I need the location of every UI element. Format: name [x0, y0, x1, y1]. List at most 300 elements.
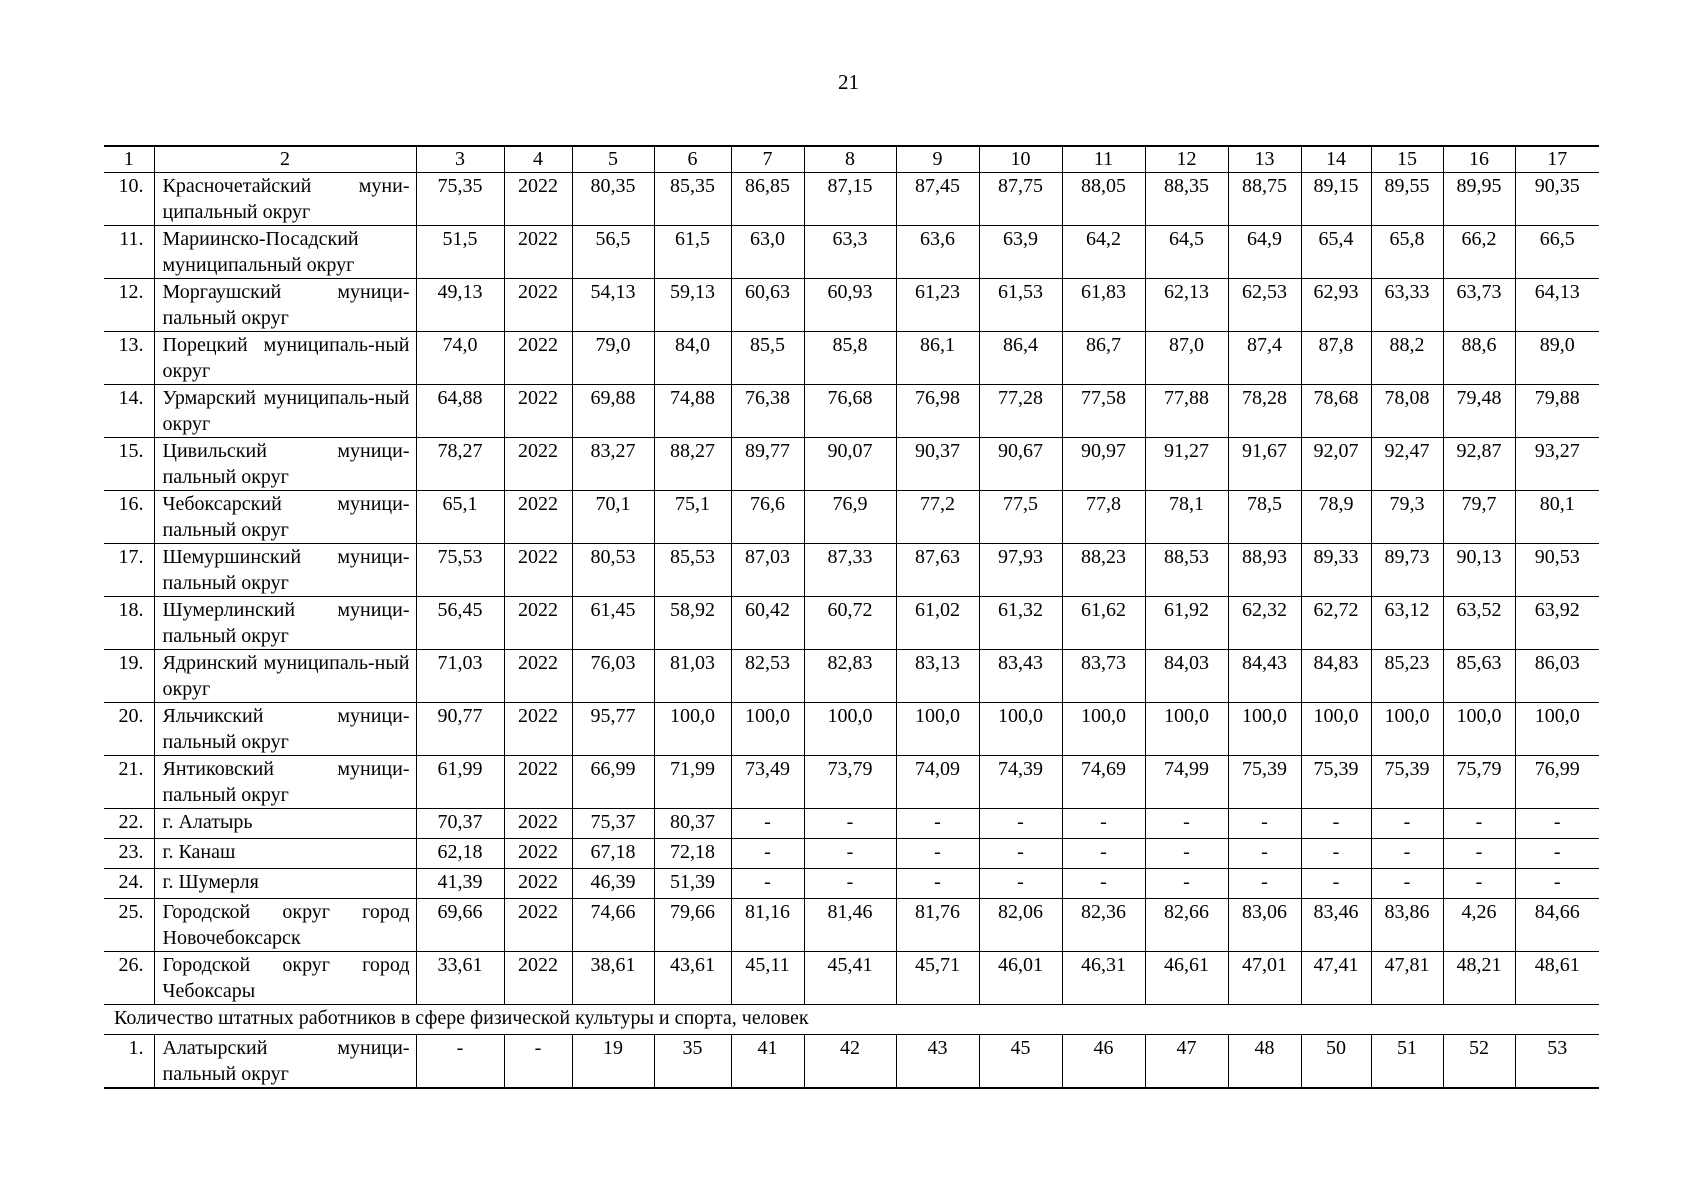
table-row [104, 597, 1599, 650]
row-number: 24. [104, 869, 154, 899]
value-cell: - [1515, 869, 1599, 899]
header-cell: 8 [804, 146, 896, 173]
value-cell: - [1145, 839, 1228, 869]
value-cell: 84,66 [1515, 899, 1599, 952]
value-cell: 46,01 [979, 952, 1062, 1005]
value-cell: 76,9 [804, 491, 896, 544]
row-number: 19. [104, 650, 154, 703]
value-cell: 83,86 [1371, 899, 1443, 952]
value-cell: 87,03 [731, 544, 804, 597]
value-cell: 80,35 [572, 173, 654, 226]
value-cell: 56,5 [572, 226, 654, 279]
table-row [104, 385, 1599, 438]
value-cell: 79,88 [1515, 385, 1599, 438]
value-cell: 62,18 [416, 839, 504, 869]
value-cell: 65,4 [1301, 226, 1371, 279]
value-cell: 100,0 [804, 703, 896, 756]
municipality-name: Янтиковский муници-пальный округ [154, 756, 416, 809]
value-cell: 74,99 [1145, 756, 1228, 809]
value-cell: 89,55 [1371, 173, 1443, 226]
value-cell: 76,6 [731, 491, 804, 544]
value-cell: 77,58 [1062, 385, 1145, 438]
value-cell: 59,13 [654, 279, 731, 332]
value-cell: 78,1 [1145, 491, 1228, 544]
value-cell: 82,66 [1145, 899, 1228, 952]
row-number: 13. [104, 332, 154, 385]
table-row [104, 1035, 1599, 1089]
table-row [104, 438, 1599, 491]
municipality-name: Порецкий муниципаль-ный округ [154, 332, 416, 385]
value-cell: - [1301, 839, 1371, 869]
row-number: 20. [104, 703, 154, 756]
value-cell: 33,61 [416, 952, 504, 1005]
header-cell: 17 [1515, 146, 1599, 173]
value-cell: 61,53 [979, 279, 1062, 332]
value-cell: 88,53 [1145, 544, 1228, 597]
table-row [104, 650, 1599, 703]
header-cell: 15 [1371, 146, 1443, 173]
value-cell: 41 [731, 1035, 804, 1089]
value-cell: 88,6 [1443, 332, 1515, 385]
value-cell: 2022 [504, 544, 572, 597]
value-cell: 60,42 [731, 597, 804, 650]
value-cell: 45 [979, 1035, 1062, 1089]
value-cell: 73,79 [804, 756, 896, 809]
indicator-table [104, 145, 1599, 1089]
value-cell: 2022 [504, 869, 572, 899]
municipality-name: Шемуршинский муници-пальный округ [154, 544, 416, 597]
value-cell: 100,0 [979, 703, 1062, 756]
value-cell: 100,0 [731, 703, 804, 756]
value-cell: - [1515, 839, 1599, 869]
value-cell: - [1301, 809, 1371, 839]
value-cell: 2022 [504, 650, 572, 703]
value-cell: 83,06 [1228, 899, 1301, 952]
value-cell: 80,37 [654, 809, 731, 839]
value-cell: - [731, 869, 804, 899]
value-cell: 62,13 [1145, 279, 1228, 332]
header-cell: 7 [731, 146, 804, 173]
value-cell: 74,0 [416, 332, 504, 385]
table-row [104, 703, 1599, 756]
value-cell: 48,61 [1515, 952, 1599, 1005]
header-cell: 6 [654, 146, 731, 173]
value-cell: 76,99 [1515, 756, 1599, 809]
row-number: 21. [104, 756, 154, 809]
value-cell: - [979, 809, 1062, 839]
value-cell: 77,8 [1062, 491, 1145, 544]
value-cell: 2022 [504, 756, 572, 809]
value-cell: 4,26 [1443, 899, 1515, 952]
value-cell: - [416, 1035, 504, 1089]
row-number: 14. [104, 385, 154, 438]
municipality-name: Ядринский муниципаль-ный округ [154, 650, 416, 703]
value-cell: 79,7 [1443, 491, 1515, 544]
value-cell: 89,73 [1371, 544, 1443, 597]
value-cell: 90,77 [416, 703, 504, 756]
municipality-name: Цивильский муници-пальный округ [154, 438, 416, 491]
value-cell: 100,0 [654, 703, 731, 756]
value-cell: 100,0 [1443, 703, 1515, 756]
value-cell: 62,93 [1301, 279, 1371, 332]
value-cell: - [504, 1035, 572, 1089]
value-cell: 81,76 [896, 899, 979, 952]
value-cell: 71,99 [654, 756, 731, 809]
value-cell: 51,5 [416, 226, 504, 279]
value-cell: 72,18 [654, 839, 731, 869]
value-cell: 100,0 [1062, 703, 1145, 756]
value-cell: 54,13 [572, 279, 654, 332]
value-cell: 89,33 [1301, 544, 1371, 597]
value-cell: 63,12 [1371, 597, 1443, 650]
value-cell: 78,27 [416, 438, 504, 491]
value-cell: 100,0 [1371, 703, 1443, 756]
value-cell: 84,43 [1228, 650, 1301, 703]
value-cell: 90,37 [896, 438, 979, 491]
value-cell: - [1228, 839, 1301, 869]
value-cell: 51 [1371, 1035, 1443, 1089]
value-cell: 87,4 [1228, 332, 1301, 385]
value-cell: 100,0 [1515, 703, 1599, 756]
value-cell: - [1145, 869, 1228, 899]
value-cell: 2022 [504, 839, 572, 869]
municipality-name: Урмарский муниципаль-ный округ [154, 385, 416, 438]
value-cell: 73,49 [731, 756, 804, 809]
value-cell: - [1371, 809, 1443, 839]
row-number: 15. [104, 438, 154, 491]
value-cell: 89,15 [1301, 173, 1371, 226]
value-cell: 89,77 [731, 438, 804, 491]
value-cell: - [1371, 869, 1443, 899]
municipality-name: Яльчикский муници-пальный округ [154, 703, 416, 756]
row-number: 11. [104, 226, 154, 279]
value-cell: 90,07 [804, 438, 896, 491]
value-cell: 100,0 [896, 703, 979, 756]
value-cell: 45,71 [896, 952, 979, 1005]
municipality-name: г. Алатырь [154, 809, 416, 839]
value-cell: 62,53 [1228, 279, 1301, 332]
value-cell: 75,37 [572, 809, 654, 839]
table-row [104, 952, 1599, 1005]
value-cell: 69,88 [572, 385, 654, 438]
value-cell: 79,66 [654, 899, 731, 952]
value-cell: 2022 [504, 809, 572, 839]
value-cell: 75,39 [1371, 756, 1443, 809]
value-cell: 76,68 [804, 385, 896, 438]
value-cell: 63,6 [896, 226, 979, 279]
municipality-name: Шумерлинский муници-пальный округ [154, 597, 416, 650]
value-cell: 79,0 [572, 332, 654, 385]
row-number: 23. [104, 839, 154, 869]
section-heading-row [104, 1005, 1599, 1035]
municipality-name: Чебоксарский муници-пальный округ [154, 491, 416, 544]
value-cell: 83,46 [1301, 899, 1371, 952]
header-cell: 16 [1443, 146, 1515, 173]
value-cell: 82,83 [804, 650, 896, 703]
value-cell: 76,38 [731, 385, 804, 438]
value-cell: 83,43 [979, 650, 1062, 703]
value-cell: - [979, 869, 1062, 899]
value-cell: - [1371, 839, 1443, 869]
value-cell: 88,05 [1062, 173, 1145, 226]
value-cell: 89,95 [1443, 173, 1515, 226]
value-cell: 83,13 [896, 650, 979, 703]
value-cell: - [804, 839, 896, 869]
municipality-name: Алатырский муници-пальный округ [154, 1035, 416, 1089]
value-cell: - [896, 869, 979, 899]
value-cell: 75,53 [416, 544, 504, 597]
page-number: 21 [838, 70, 859, 94]
value-cell: 84,03 [1145, 650, 1228, 703]
row-number: 25. [104, 899, 154, 952]
value-cell: 93,27 [1515, 438, 1599, 491]
value-cell: 87,15 [804, 173, 896, 226]
value-cell: 87,45 [896, 173, 979, 226]
value-cell: 86,4 [979, 332, 1062, 385]
value-cell: 49,13 [416, 279, 504, 332]
value-cell: - [896, 809, 979, 839]
value-cell: 53 [1515, 1035, 1599, 1089]
value-cell: 47,01 [1228, 952, 1301, 1005]
value-cell: 46 [1062, 1035, 1145, 1089]
value-cell: 65,8 [1371, 226, 1443, 279]
value-cell: 63,92 [1515, 597, 1599, 650]
table-row [104, 544, 1599, 597]
value-cell: 48 [1228, 1035, 1301, 1089]
value-cell: 19 [572, 1035, 654, 1089]
value-cell: 92,87 [1443, 438, 1515, 491]
value-cell: 84,0 [654, 332, 731, 385]
value-cell: 43 [896, 1035, 979, 1089]
value-cell: 66,5 [1515, 226, 1599, 279]
value-cell: 74,66 [572, 899, 654, 952]
row-number: 26. [104, 952, 154, 1005]
value-cell: 45,41 [804, 952, 896, 1005]
value-cell: 92,07 [1301, 438, 1371, 491]
value-cell: 62,32 [1228, 597, 1301, 650]
value-cell: 85,5 [731, 332, 804, 385]
value-cell: 90,97 [1062, 438, 1145, 491]
value-cell: 77,2 [896, 491, 979, 544]
value-cell: 87,63 [896, 544, 979, 597]
value-cell: 70,1 [572, 491, 654, 544]
value-cell: - [896, 839, 979, 869]
value-cell: 86,03 [1515, 650, 1599, 703]
header-cell: 5 [572, 146, 654, 173]
value-cell: 84,83 [1301, 650, 1371, 703]
header-cell: 10 [979, 146, 1062, 173]
value-cell: - [1228, 809, 1301, 839]
value-cell: - [804, 869, 896, 899]
value-cell: 2022 [504, 438, 572, 491]
row-number: 1. [104, 1035, 154, 1089]
value-cell: - [731, 839, 804, 869]
table-row [104, 899, 1599, 952]
value-cell: 75,39 [1228, 756, 1301, 809]
value-cell: 87,0 [1145, 332, 1228, 385]
value-cell: 74,39 [979, 756, 1062, 809]
value-cell: 86,7 [1062, 332, 1145, 385]
header-cell: 14 [1301, 146, 1371, 173]
header-cell: 11 [1062, 146, 1145, 173]
value-cell: 100,0 [1145, 703, 1228, 756]
table-row [104, 226, 1599, 279]
value-cell: 83,73 [1062, 650, 1145, 703]
row-number: 12. [104, 279, 154, 332]
municipality-name: Мариинско-Посадский муниципальный округ [154, 226, 416, 279]
value-cell: 35 [654, 1035, 731, 1089]
value-cell: 87,8 [1301, 332, 1371, 385]
value-cell: 2022 [504, 491, 572, 544]
value-cell: - [1443, 869, 1515, 899]
value-cell: 65,1 [416, 491, 504, 544]
table-row [104, 173, 1599, 226]
value-cell: 81,03 [654, 650, 731, 703]
value-cell: 90,67 [979, 438, 1062, 491]
value-cell: 74,88 [654, 385, 731, 438]
value-cell: 63,33 [1371, 279, 1443, 332]
row-number: 16. [104, 491, 154, 544]
value-cell: 79,3 [1371, 491, 1443, 544]
value-cell: 71,03 [416, 650, 504, 703]
value-cell: 90,35 [1515, 173, 1599, 226]
value-cell: 2022 [504, 226, 572, 279]
value-cell: 85,35 [654, 173, 731, 226]
value-cell: 78,5 [1228, 491, 1301, 544]
table-row [104, 279, 1599, 332]
value-cell: 70,37 [416, 809, 504, 839]
value-cell: 82,06 [979, 899, 1062, 952]
value-cell: 91,27 [1145, 438, 1228, 491]
row-number: 18. [104, 597, 154, 650]
value-cell: 50 [1301, 1035, 1371, 1089]
value-cell: - [1301, 869, 1371, 899]
table-row [104, 809, 1599, 839]
value-cell: 2022 [504, 332, 572, 385]
table-row [104, 756, 1599, 809]
value-cell: 87,75 [979, 173, 1062, 226]
value-cell: - [1515, 809, 1599, 839]
value-cell: 64,2 [1062, 226, 1145, 279]
value-cell: 2022 [504, 385, 572, 438]
value-cell: 76,98 [896, 385, 979, 438]
value-cell: 77,28 [979, 385, 1062, 438]
row-number: 10. [104, 173, 154, 226]
value-cell: 75,35 [416, 173, 504, 226]
value-cell: 64,5 [1145, 226, 1228, 279]
value-cell: 61,83 [1062, 279, 1145, 332]
value-cell: 86,85 [731, 173, 804, 226]
value-cell: 97,93 [979, 544, 1062, 597]
value-cell: 66,2 [1443, 226, 1515, 279]
value-cell: 56,45 [416, 597, 504, 650]
header-cell: 4 [504, 146, 572, 173]
table-row [104, 332, 1599, 385]
value-cell: - [1062, 869, 1145, 899]
value-cell: 48,21 [1443, 952, 1515, 1005]
value-cell: 77,88 [1145, 385, 1228, 438]
value-cell: 78,28 [1228, 385, 1301, 438]
header-cell: 13 [1228, 146, 1301, 173]
value-cell: - [979, 839, 1062, 869]
value-cell: - [804, 809, 896, 839]
row-number: 22. [104, 809, 154, 839]
value-cell: 60,63 [731, 279, 804, 332]
value-cell: 47 [1145, 1035, 1228, 1089]
value-cell: 81,46 [804, 899, 896, 952]
value-cell: 38,61 [572, 952, 654, 1005]
value-cell: 76,03 [572, 650, 654, 703]
value-cell: 61,62 [1062, 597, 1145, 650]
municipality-name: Красночетайский муни-ципальный округ [154, 173, 416, 226]
value-cell: 82,53 [731, 650, 804, 703]
municipality-name: г. Канаш [154, 839, 416, 869]
value-cell: 80,53 [572, 544, 654, 597]
value-cell: - [731, 809, 804, 839]
header-cell: 3 [416, 146, 504, 173]
value-cell: 63,52 [1443, 597, 1515, 650]
value-cell: 2022 [504, 597, 572, 650]
value-cell: 89,0 [1515, 332, 1599, 385]
value-cell: 62,72 [1301, 597, 1371, 650]
value-cell: 78,08 [1371, 385, 1443, 438]
value-cell: 47,81 [1371, 952, 1443, 1005]
value-cell: 2022 [504, 899, 572, 952]
value-cell: 88,35 [1145, 173, 1228, 226]
value-cell: 63,0 [731, 226, 804, 279]
row-number: 17. [104, 544, 154, 597]
value-cell: 85,8 [804, 332, 896, 385]
value-cell: 86,1 [896, 332, 979, 385]
value-cell: 75,39 [1301, 756, 1371, 809]
value-cell: - [1228, 869, 1301, 899]
value-cell: - [1443, 839, 1515, 869]
municipality-name: Моргаушский муници-пальный округ [154, 279, 416, 332]
value-cell: 63,73 [1443, 279, 1515, 332]
value-cell: 78,9 [1301, 491, 1371, 544]
value-cell: 100,0 [1228, 703, 1301, 756]
value-cell: 46,61 [1145, 952, 1228, 1005]
value-cell: 52 [1443, 1035, 1515, 1089]
value-cell: 60,93 [804, 279, 896, 332]
table-row [104, 839, 1599, 869]
value-cell: 63,9 [979, 226, 1062, 279]
value-cell: 60,72 [804, 597, 896, 650]
value-cell: 88,2 [1371, 332, 1443, 385]
value-cell: 46,39 [572, 869, 654, 899]
value-cell: 51,39 [654, 869, 731, 899]
value-cell: 95,77 [572, 703, 654, 756]
value-cell: 88,93 [1228, 544, 1301, 597]
value-cell: 2022 [504, 279, 572, 332]
value-cell: 78,68 [1301, 385, 1371, 438]
value-cell: 74,69 [1062, 756, 1145, 809]
value-cell: 85,63 [1443, 650, 1515, 703]
value-cell: 46,31 [1062, 952, 1145, 1005]
value-cell: 92,47 [1371, 438, 1443, 491]
value-cell: 75,79 [1443, 756, 1515, 809]
value-cell: 61,45 [572, 597, 654, 650]
value-cell: 88,75 [1228, 173, 1301, 226]
value-cell: 64,9 [1228, 226, 1301, 279]
municipality-name: Городской округ город Чебоксары [154, 952, 416, 1005]
value-cell: 88,27 [654, 438, 731, 491]
value-cell: 64,88 [416, 385, 504, 438]
value-cell: 67,18 [572, 839, 654, 869]
value-cell: 66,99 [572, 756, 654, 809]
value-cell: 85,23 [1371, 650, 1443, 703]
value-cell: 2022 [504, 703, 572, 756]
